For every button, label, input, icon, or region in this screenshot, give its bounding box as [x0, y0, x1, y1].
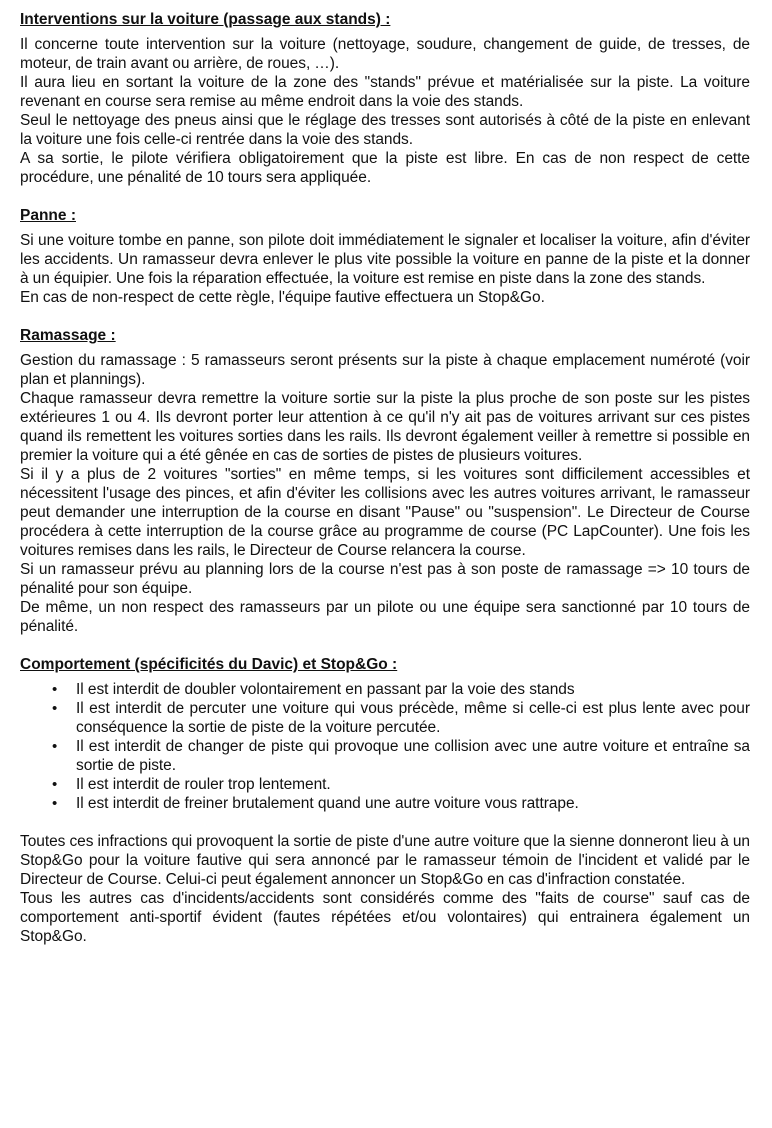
section-comportement: [20, 655, 750, 946]
section-ramassage: [20, 326, 750, 636]
list-item: [52, 737, 750, 775]
list-item-text: Il est interdit de freiner brutalement quand une autre voiture vous rattrape.: [76, 795, 579, 812]
list-item-text: Il est interdit de changer de piste qui provoque une collision avec une autre voiture et entraîne sa sortie de piste.: [76, 738, 750, 774]
document-page: [20, 10, 750, 965]
paragraph: De même, un non respect des ramasseurs par un pilote ou une équipe sera sanctionné par 10 tours de pénalité.: [20, 599, 750, 635]
list-item: [52, 699, 750, 737]
bullet-icon: •: [52, 738, 58, 755]
bullet-icon: •: [52, 681, 58, 698]
paragraph: Si il y a plus de 2 voitures "sorties" en même temps, si les voitures sont difficilement accessibles et nécessitent l'usage des pinces, et afin d'éviter les collisions avec les autres voitures arrivant, le ramasseur peut demander une interruption de la course en disant "Pause" ou "suspension". Le Directeur de Course procédera à cette interruption de la course grâce au programme de course (PC LapCounter). Une fois les voitures remises dans les rails, le Directeur de Course relancera la course.: [20, 466, 750, 559]
closing-paragraphs: [20, 832, 750, 946]
bullet-icon: •: [52, 700, 58, 717]
section-interventions: [20, 10, 750, 187]
paragraph: Chaque ramasseur devra remettre la voiture sortie sur la piste la plus proche de son poste sur les pistes extérieures 1 ou 4. Ils devront porter leur attention à ce qu'il n'y ait pas de voitures arrivant sur ces pistes quand ils remettent les voitures sorties dans les rails. Ils devront également veiller à remettre si possible en premier la voiture qui a été gênée en cas de sorties de pistes de plusieurs voitures.: [20, 390, 750, 464]
list-item-text: Il est interdit de rouler trop lentement.: [76, 776, 331, 793]
list-item-text: Il est interdit de percuter une voiture qui vous précède, même si celle-ci est plus lente avec pour conséquence la sortie de piste de la voiture percutée.: [76, 700, 750, 736]
bullet-icon: •: [52, 776, 58, 793]
list-item: [52, 794, 750, 813]
section-panne: [20, 206, 750, 307]
section-heading: Comportement (spécificités du Davic) et Stop&Go :: [20, 656, 398, 673]
section-heading: Panne :: [20, 207, 76, 224]
paragraph: Gestion du ramassage : 5 ramasseurs seront présents sur la piste à chaque emplacement numéroté (voir plan et plannings).: [20, 352, 750, 388]
list-item-text: Il est interdit de doubler volontairement en passant par la voie des stands: [76, 681, 575, 698]
list-item: [52, 775, 750, 794]
paragraph: Il concerne toute intervention sur la voiture (nettoyage, soudure, changement de guide, de tresses, de moteur, de train avant ou arrière, de roues, …).: [20, 36, 750, 72]
paragraph: Il aura lieu en sortant la voiture de la zone des "stands" prévue et matérialisée sur la piste. La voiture revenant en course sera remise au même endroit dans la voie des stands.: [20, 74, 750, 110]
paragraph: Si un ramasseur prévu au planning lors de la course n'est pas à son poste de ramassage => 10 tours de pénalité pour son équipe.: [20, 561, 750, 597]
paragraph: Seul le nettoyage des pneus ainsi que le réglage des tresses sont autorisés à côté de la piste en enlevant la voiture une fois celle-ci rentrée dans la voie des stands.: [20, 112, 750, 148]
bullet-icon: •: [52, 795, 58, 812]
paragraph: A sa sortie, le pilote vérifiera obligatoirement que la piste est libre. En cas de non respect de cette procédure, une pénalité de 10 tours sera appliquée.: [20, 150, 750, 186]
paragraph: Tous les autres cas d'incidents/accidents sont considérés comme des "faits de course" sauf cas de comportement anti-sportif évident (fautes répétées et/ou volontaires) qui entrainera également un Stop&Go.: [20, 890, 750, 945]
list-item: [52, 680, 750, 699]
section-heading: Interventions sur la voiture (passage aux stands) :: [20, 11, 391, 28]
paragraph: En cas de non-respect de cette règle, l'équipe fautive effectuera un Stop&Go.: [20, 289, 545, 306]
paragraph: Toutes ces infractions qui provoquent la sortie de piste d'une autre voiture que la sienne donneront lieu à un Stop&Go pour la voiture fautive qui sera annoncé par le ramasseur témoin de l'incident et validé par le Directeur de Course. Celui-ci peut également annoncer un Stop&Go en cas d'infraction constatée.: [20, 833, 750, 888]
section-heading: Ramassage :: [20, 327, 116, 344]
paragraph: Si une voiture tombe en panne, son pilote doit immédiatement le signaler et localiser la voiture, afin d'éviter les accidents. Un ramasseur devra enlever le plus vite possible la voiture en panne de la piste et la donner à un équipier. Une fois la réparation effectuée, la voiture est remise en piste dans la zone des stands.: [20, 232, 750, 287]
rules-list: [20, 680, 750, 813]
